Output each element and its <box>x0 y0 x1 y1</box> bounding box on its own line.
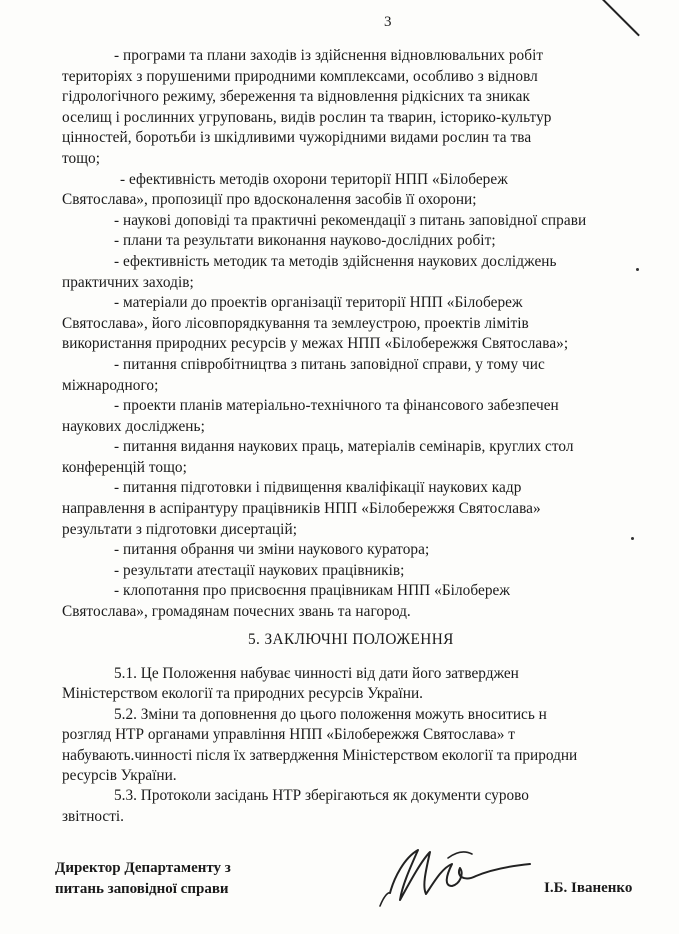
text-line: 5.2. Зміни та доповнення до цього положення можуть вноситись н <box>114 705 547 723</box>
page-number: 3 <box>384 14 392 30</box>
text-line: конференцій тощо; <box>62 458 187 476</box>
signatory-position <box>55 858 231 900</box>
text-line: наукових досліджень; <box>62 417 205 435</box>
text-line: гідрологічного режиму, збереження та відновлення рідкісних та зникак <box>62 88 530 106</box>
text-line: - клопотання про присвоєння працівникам НПП «Білобереж <box>114 582 510 600</box>
text-line: - результати атестації наукових працівників; <box>114 561 405 579</box>
scan-speck <box>636 268 639 271</box>
position-line: питань заповідної справи <box>55 881 229 897</box>
text-line: ресурсів України. <box>62 766 177 784</box>
text-line: міжнародного; <box>62 376 159 394</box>
conclusion-text <box>62 664 679 827</box>
text-line: - плани та результати виконання науково-дослідних робіт; <box>114 232 496 250</box>
text-line: результати з підготовки дисертацій; <box>62 520 297 538</box>
text-line: тощо; <box>62 149 101 167</box>
text-line: - матеріали до проектів організації території НПП «Білобереж <box>114 294 523 312</box>
signer-name: І.Б. Іваненко <box>544 880 633 896</box>
text-line: - питання обрання чи зміни наукового куратора; <box>114 541 430 559</box>
text-line: - ефективність методик та методів здійснення наукових досліджень <box>114 252 557 270</box>
text-line: 5.3. Протоколи засідань НТР зберігаються як документи сурово <box>114 787 529 805</box>
text-line: розгляд НТР органами управління НПП «Білобережжя Святослава» т <box>62 726 515 744</box>
text-line: 5.1. Це Положення набуває чинності від дати його затверджен <box>114 665 519 682</box>
text-line: - питання видання наукових праць, матеріалів семінарів, круглих стол <box>114 438 574 456</box>
section-title: 5. ЗАКЛЮЧНІ ПОЛОЖЕННЯ <box>248 631 454 648</box>
text-line: практичних заходів; <box>62 273 194 291</box>
handwritten-signature <box>360 838 540 908</box>
text-line: - питання співробітництва з питань заповідної справи, у тому чис <box>114 355 545 373</box>
text-line: використання природних ресурсів у межах НПП «Білобережжя Святослава»; <box>62 335 569 353</box>
text-line: - ефективність методів охорони території НПП «Білобереж <box>120 170 508 188</box>
text-line: набувають.чинності після їх затвердження Міністерством екології та природни <box>62 746 578 764</box>
text-line: Міністерством екології та природних ресурсів України. <box>62 685 424 703</box>
text-line: Святослава», його лісовпорядкування та землеустрою, проектів лімітів <box>62 314 529 332</box>
text-line: територіях з порушеними природними комплексами, особливо з відновл <box>62 67 538 85</box>
corner-scan-mark <box>596 0 640 36</box>
text-line: - питання підготовки і підвищення кваліфікації наукових кадр <box>114 479 522 497</box>
text-line: - наукові доповіді та практичні рекомендації з питань заповідної справи <box>114 211 587 229</box>
text-line: оселищ і рослинних угруповань, видів рослин та тварин, історико-культур <box>62 108 552 126</box>
text-line: звітності. <box>62 807 124 825</box>
text-line: - проекти планів матеріально-технічного та фінансового забезпечен <box>114 397 559 415</box>
text-line: направлення в аспірантуру працівників НПП «Білобережжя Святослава» <box>62 500 541 518</box>
text-line: - програми та плани заходів із здійснення відновлювальних робіт <box>114 47 544 64</box>
body-text <box>62 46 679 623</box>
scan-speck <box>631 537 634 540</box>
text-line: цінностей, боротьби із шкідливими чужорідними видами рослин та тва <box>62 129 532 147</box>
position-line: Директор Департаменту з <box>55 860 231 876</box>
text-line: Святослава», громадянам почесних звань та нагород. <box>62 603 411 621</box>
text-line: Святослава», пропозиції про вдосконалення засобів її охорони; <box>62 191 477 209</box>
